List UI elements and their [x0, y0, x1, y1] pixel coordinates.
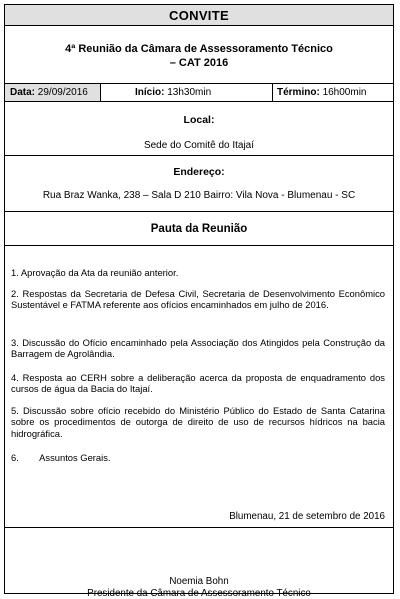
start-label: Início:	[135, 87, 165, 98]
agenda-item-2: 2. Respostas da Secretaria de Defesa Civil, Secretaria de Desenvolvimento Econômico Sustentável e FATMA referente aos ofícios encaminhados em julho de 2016.	[11, 288, 385, 311]
address-section	[5, 155, 393, 211]
end-cell	[273, 84, 393, 101]
document-title: CONVITE	[5, 5, 393, 25]
date-value: 29/09/2016	[37, 87, 88, 98]
meeting-title-line2: – CAT 2016	[169, 57, 229, 69]
local-heading: Local:	[183, 114, 215, 126]
invitation-document	[4, 4, 394, 599]
signatory-role: Presidente da Câmara de Assessoramento Técnico	[87, 588, 311, 599]
date-cell	[5, 84, 101, 101]
agenda-item-6: 6. Assuntos Gerais.	[11, 452, 111, 463]
agenda-item-5: 5. Discussão sobre ofício recebido do Ministério Público do Estado de Santa Catarina sobre os procedimentos de outorga de direito de uso de recursos hídricos na bacia hidrográfica.	[11, 405, 385, 439]
agenda-item-1: 1. Aprovação da Ata da reunião anterior.	[11, 267, 179, 278]
date-label: Data:	[10, 87, 36, 98]
signature-section	[5, 527, 393, 599]
schedule-row	[5, 83, 393, 101]
meeting-title-line1: 4ª Reunião da Câmara de Assessoramento Técnico	[65, 43, 333, 55]
end-value: 16h00min	[322, 87, 367, 98]
agenda-item-4: 4. Resposta ao CERH sobre a deliberação acerca da proposta de enquadramento dos cursos de água da Bacia do Itajaí.	[11, 372, 385, 395]
local-value: Sede do Comitê do Itajaí	[143, 140, 255, 151]
signatory-name: Noemia Bohn	[169, 576, 229, 587]
address-value: Rua Braz Wanka, 238 – Sala D 210 Bairro: Vila Nova - Blumenau - SC	[42, 190, 356, 201]
meeting-title	[5, 25, 393, 83]
end-label: Término:	[277, 87, 320, 98]
place-date: Blumenau, 21 de setembro de 2016	[229, 511, 385, 522]
address-heading: Endereço:	[173, 166, 225, 178]
agenda-section	[5, 245, 393, 527]
start-cell	[101, 84, 273, 101]
start-value: 13h30min	[167, 87, 212, 98]
agenda-item-3: 3. Discussão do Ofício encaminhado pela Associação dos Atingidos pela Construção da Barragem de Agrolândia.	[11, 337, 385, 360]
local-section	[5, 101, 393, 155]
agenda-heading: Pauta da Reunião	[5, 211, 393, 245]
